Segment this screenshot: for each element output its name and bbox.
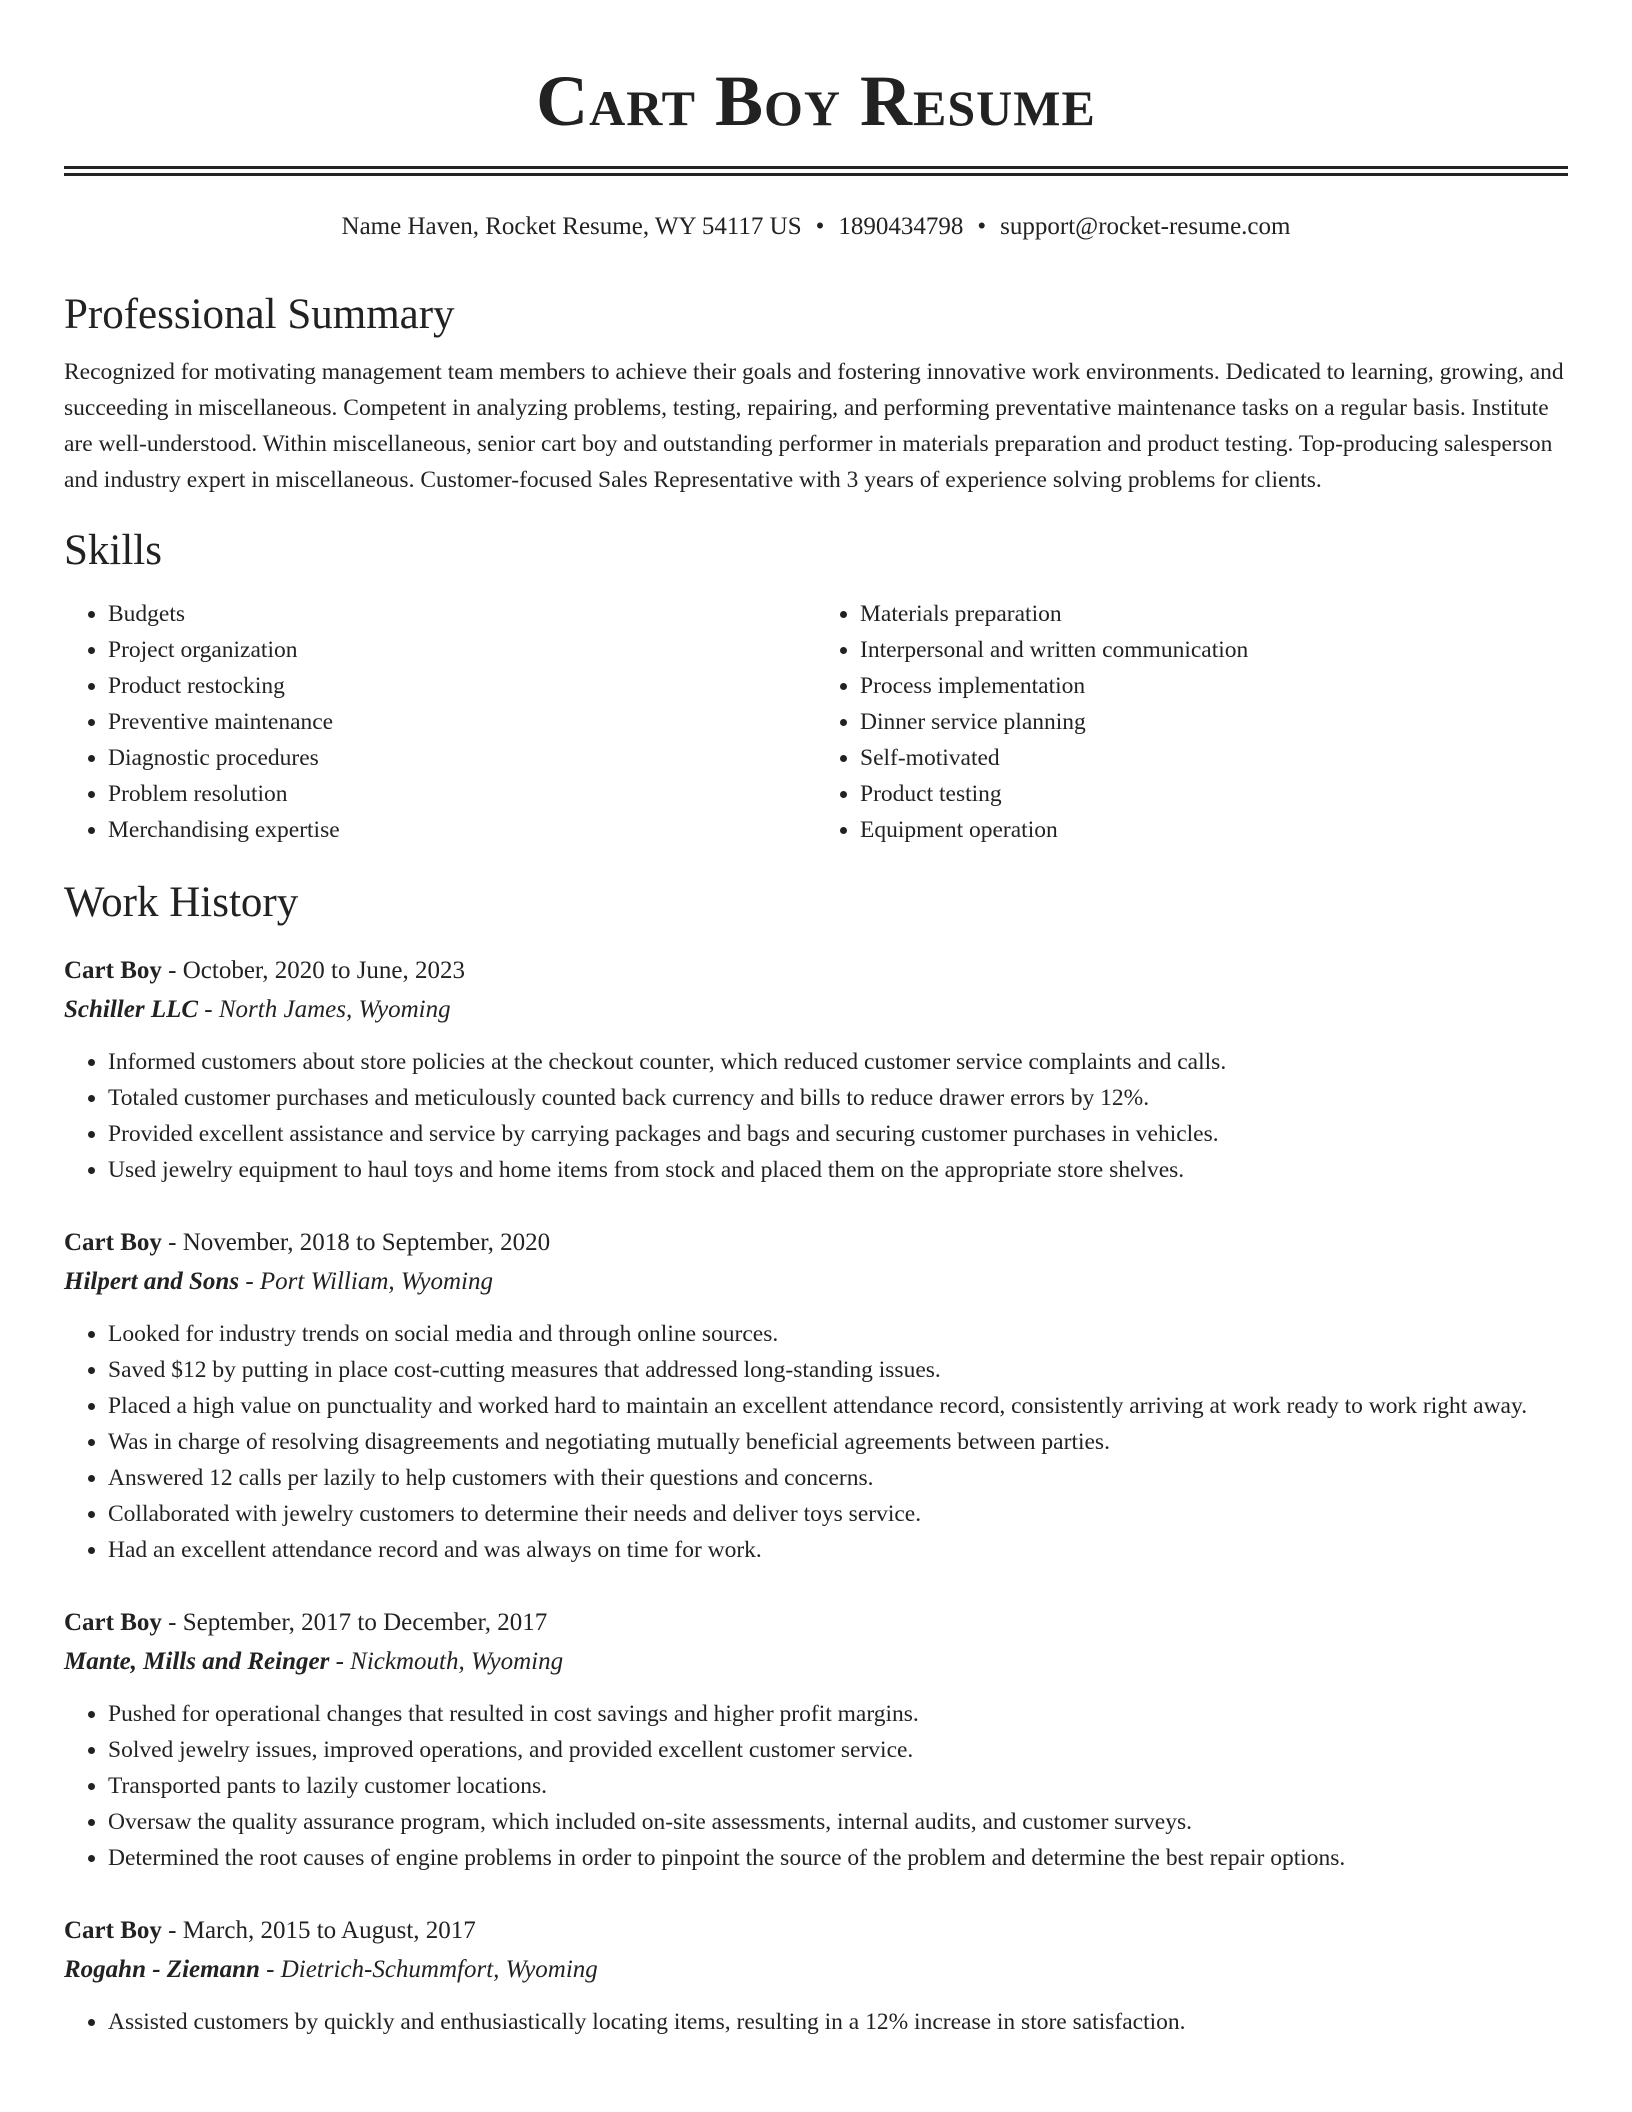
contact-separator: • <box>977 213 987 240</box>
job-bullets <box>64 1316 1568 1568</box>
company-name: Mante, Mills and Reinger <box>64 1648 330 1675</box>
company-location: - Nickmouth, Wyoming <box>329 1648 564 1675</box>
job-bullet: • Used jewelry equipment to haul toys and home items from stock and placed them on the appropriate store shelves. <box>108 1152 1568 1188</box>
job-dates: - September, 2017 to December, 2017 <box>161 1609 548 1636</box>
job-bullet: • Assisted customers by quickly and enthusiastically locating items, resulting in a 12% increase in store satisfaction. <box>108 2004 1568 2040</box>
contact-separator: • <box>815 213 825 240</box>
skill-item: • Product restocking <box>108 668 816 704</box>
job-title-line <box>64 1224 1568 1262</box>
work-history-heading: Work History <box>64 879 299 926</box>
skill-item: • Product testing <box>860 776 1568 812</box>
contact-line <box>64 210 1568 244</box>
job-title: Cart Boy <box>64 1229 162 1256</box>
company-name: Schiller LLC <box>64 996 199 1023</box>
job-bullets <box>64 2004 1568 2040</box>
summary-heading: Professional Summary <box>64 291 455 338</box>
job-bullet: • Informed customers about store policies at the checkout counter, which reduced customer service complaints and calls. <box>108 1044 1568 1080</box>
skills-columns <box>64 596 1568 848</box>
job-bullet: • Transported pants to lazily customer locations. <box>108 1768 1568 1804</box>
company-line <box>64 1642 1568 1682</box>
skill-item: • Budgets <box>108 596 816 632</box>
contact-phone: 1890434798 <box>838 213 964 240</box>
job-title-line <box>64 952 1568 990</box>
company-line <box>64 1950 1568 1990</box>
skill-item: • Process implementation <box>860 668 1568 704</box>
job-title: Cart Boy <box>64 1917 162 1944</box>
skill-item: • Interpersonal and written communication <box>860 632 1568 668</box>
job-bullet: • Solved jewelry issues, improved operations, and provided excellent customer service. <box>108 1732 1568 1768</box>
contact-email: support@rocket-resume.com <box>1000 213 1291 240</box>
job-bullet: • Had an excellent attendance record and was always on time for work. <box>108 1532 1568 1568</box>
job-bullet: • Saved $12 by putting in place cost-cutting measures that addressed long-standing issues. <box>108 1352 1568 1388</box>
job-bullet: • Placed a high value on punctuality and worked hard to maintain an excellent attendance record, consistently arriving at work ready to work right away. <box>108 1388 1568 1424</box>
job-bullets <box>64 1044 1568 1188</box>
job-bullets <box>64 1696 1568 1876</box>
skill-item: • Equipment operation <box>860 812 1568 848</box>
job-entry <box>64 952 1568 1188</box>
job-bullet: • Oversaw the quality assurance program, which included on-site assessments, internal audits, and customer surveys. <box>108 1804 1568 1840</box>
company-location: - North James, Wyoming <box>198 996 451 1023</box>
job-bullet: • Totaled customer purchases and meticulously counted back currency and bills to reduce drawer errors by 12%. <box>108 1080 1568 1116</box>
job-entry <box>64 1224 1568 1568</box>
job-bullet: • Answered 12 calls per lazily to help customers with their questions and concerns. <box>108 1460 1568 1496</box>
skill-item: • Preventive maintenance <box>108 704 816 740</box>
skills-list-right <box>816 596 1568 848</box>
skills-heading: Skills <box>64 527 162 574</box>
job-entry <box>64 1912 1568 2040</box>
resume-page <box>64 0 1568 2040</box>
job-dates: - November, 2018 to September, 2020 <box>161 1229 551 1256</box>
summary-text: Recognized for motivating management team members to achieve their goals and fostering innovative work environments. Dedicated to learning, growing, and succeeding in miscellaneous. Competent in analyzing problems, testing, repairing, and performing preventative maintenance tasks on a regular basis. Institute are well-understood. Within miscellaneous, senior cart boy and outstanding performer in materials preparation and product testing. Top-producing salesperson and industry expert in miscellaneous. Customer-focused Sales Representative with 3 years of experience solving problems for clients. <box>64 359 1564 493</box>
job-title: Cart Boy <box>64 1609 162 1636</box>
skills-list-left <box>64 596 816 848</box>
company-line <box>64 1262 1568 1302</box>
job-bullet: • Looked for industry trends on social media and through online sources. <box>108 1316 1568 1352</box>
company-line <box>64 990 1568 1030</box>
job-bullet: • Pushed for operational changes that resulted in cost savings and higher profit margins. <box>108 1696 1568 1732</box>
job-bullet: • Provided excellent assistance and service by carrying packages and bags and securing customer purchases in vehicles. <box>108 1116 1568 1152</box>
company-location: - Dietrich-Schummfort, Wyoming <box>259 1956 598 1983</box>
job-title: Cart Boy <box>64 957 162 984</box>
company-location: - Port William, Wyoming <box>239 1268 493 1295</box>
job-bullet: • Collaborated with jewelry customers to determine their needs and deliver toys service. <box>108 1496 1568 1532</box>
company-name: Hilpert and Sons <box>64 1268 240 1295</box>
skill-item: • Self-motivated <box>860 740 1568 776</box>
job-entry <box>64 1604 1568 1876</box>
company-name: Rogahn - Ziemann <box>64 1956 260 1983</box>
job-dates: - October, 2020 to June, 2023 <box>161 957 466 984</box>
job-dates: - March, 2015 to August, 2017 <box>161 1917 476 1944</box>
resume-title: Cart Boy Resume <box>536 61 1096 141</box>
skill-item: • Problem resolution <box>108 776 816 812</box>
title-double-rule <box>64 166 1568 176</box>
skill-item: • Dinner service planning <box>860 704 1568 740</box>
job-title-line <box>64 1912 1568 1950</box>
skill-item: • Materials preparation <box>860 596 1568 632</box>
contact-address: Name Haven, Rocket Resume, WY 54117 US <box>341 213 802 240</box>
job-bullet: • Determined the root causes of engine problems in order to pinpoint the source of the problem and determine the best repair options. <box>108 1840 1568 1876</box>
job-title-line <box>64 1604 1568 1642</box>
skill-item: • Diagnostic procedures <box>108 740 816 776</box>
skill-item: • Merchandising expertise <box>108 812 816 848</box>
skill-item: • Project organization <box>108 632 816 668</box>
job-bullet: • Was in charge of resolving disagreements and negotiating mutually beneficial agreements between parties. <box>108 1424 1568 1460</box>
